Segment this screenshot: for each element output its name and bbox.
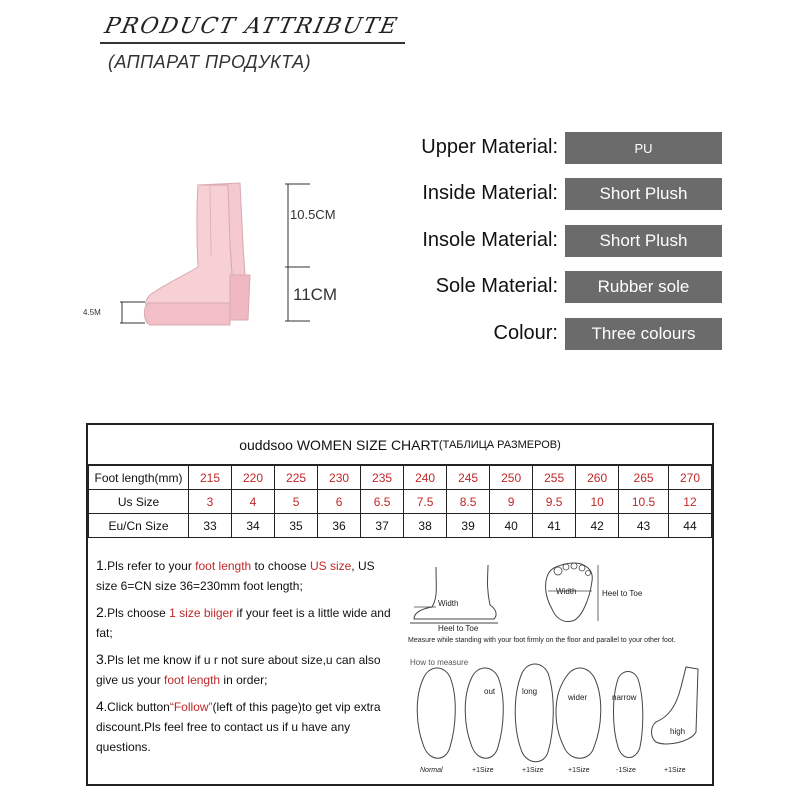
size-cell: 260 — [576, 466, 619, 490]
size-cell: 36 — [318, 514, 361, 538]
size-cell: 250 — [490, 466, 533, 490]
note-text: , US size 6=CN size 36=230mm foot length; — [96, 559, 375, 593]
note-text: if your feet is a little wide and fat; — [96, 606, 391, 640]
how-to-measure-label: How to measure — [410, 658, 469, 667]
size-cell: 3 — [189, 490, 232, 514]
size-cell: 255 — [533, 466, 576, 490]
size-chart — [86, 423, 714, 786]
size-cell: 6.5 — [361, 490, 404, 514]
size-cell: 37 — [361, 514, 404, 538]
caption-high: +1Size — [664, 767, 686, 774]
note-2 — [96, 602, 396, 643]
note-number: 2 — [96, 604, 104, 620]
size-cell: 270 — [668, 466, 711, 490]
note-highlight: 1 size biiger — [169, 606, 234, 620]
attr-row-colour — [330, 318, 730, 352]
attr-label: Colour: — [493, 322, 558, 344]
shaft-height-label: 10.5CM — [290, 207, 336, 222]
width-label-top: Width — [556, 587, 577, 596]
size-cell: 8.5 — [447, 490, 490, 514]
size-cell: 35 — [275, 514, 318, 538]
size-cell: 44 — [668, 514, 711, 538]
note-text: .Pls let me know if u r not sure about size,u can also give us your — [96, 653, 381, 687]
caption-wider: +1Size — [568, 767, 590, 774]
attr-label: Inside Material: — [422, 182, 558, 204]
note-highlight: foot length — [195, 559, 252, 573]
size-cell: 43 — [619, 514, 669, 538]
note-3 — [96, 649, 396, 690]
note-text: .Pls refer to your — [103, 559, 196, 573]
note-highlight: “Follow” — [169, 700, 213, 714]
header-underline — [100, 42, 405, 44]
high-label: high — [670, 727, 686, 736]
caption-normal: Normal — [420, 767, 443, 774]
header-subtitle: (АППАРАТ ПРОДУКТА) — [108, 52, 312, 72]
size-cell: 33 — [189, 514, 232, 538]
note-highlight: US size — [309, 559, 352, 573]
attr-label: Insole Material: — [422, 229, 558, 251]
size-notes — [96, 555, 396, 763]
attr-value: Short Plush — [565, 178, 722, 210]
size-row-header: Eu/Cn Size — [89, 514, 189, 538]
attr-row-upper — [330, 132, 730, 166]
size-row-us — [89, 490, 712, 514]
header-title: PRODUCT ATTRIBUTE — [102, 14, 401, 39]
note-text: (left of this page)to get vip extra discount.Pls feel free to contact us if u have any questions. — [96, 700, 381, 754]
size-cell: 235 — [361, 466, 404, 490]
note-text: to choose — [251, 559, 310, 573]
size-row-header: Us Size — [89, 490, 189, 514]
size-cell: 6 — [318, 490, 361, 514]
attr-row-inside — [330, 178, 730, 212]
size-row-header: Foot length(mm) — [89, 466, 189, 490]
note-text: in order; — [220, 673, 268, 687]
caption-out: +1Size — [472, 767, 494, 774]
heel-to-toe-label-top: Heel to Toe — [602, 589, 643, 598]
size-cell: 265 — [619, 466, 669, 490]
measure-instruction: Measure while standing with your foot firmly on the floor and parallel to your other foot. — [408, 637, 676, 644]
wider-label: wider — [568, 693, 588, 702]
size-row-foot-length — [89, 466, 712, 490]
narrow-label: narrow — [612, 693, 637, 702]
caption-narrow: -1Size — [616, 767, 636, 774]
size-cell: 12 — [668, 490, 711, 514]
heel-height-label: 11CM — [293, 285, 338, 304]
size-cell: 34 — [232, 514, 275, 538]
size-cell: 10.5 — [619, 490, 669, 514]
size-cell: 41 — [533, 514, 576, 538]
attr-value: Short Plush — [565, 225, 722, 257]
size-cell: 230 — [318, 466, 361, 490]
platform-height-label: 4.5M — [83, 308, 101, 317]
size-cell: 10 — [576, 490, 619, 514]
width-label: Width — [438, 599, 459, 608]
attr-value: PU — [565, 132, 722, 164]
size-cell: 39 — [447, 514, 490, 538]
attr-label: Upper Material: — [421, 136, 558, 158]
attr-value: Rubber sole — [565, 271, 722, 303]
out-label: out — [484, 687, 496, 696]
caption-long: +1Size — [522, 767, 544, 774]
size-table — [88, 465, 712, 538]
size-cell: 215 — [189, 466, 232, 490]
size-cell: 42 — [576, 514, 619, 538]
size-row-eu-cn — [89, 514, 712, 538]
size-cell: 40 — [490, 514, 533, 538]
note-highlight: foot length — [164, 673, 221, 687]
size-chart-title-text: ouddsoo WOMEN SIZE CHART — [239, 436, 439, 453]
size-chart-title — [88, 425, 712, 465]
note-text: .Click button — [103, 700, 170, 714]
size-cell: 7.5 — [404, 490, 447, 514]
size-chart-title-suffix: (ТАБЛИЦА РАЗМЕРОВ) — [438, 438, 561, 451]
attr-row-insole — [330, 225, 730, 259]
note-4 — [96, 696, 396, 757]
note-text: .Pls choose — [103, 606, 170, 620]
attr-label: Sole Material: — [435, 275, 558, 297]
heel-to-toe-label: Heel to Toe — [438, 624, 479, 633]
size-cell: 245 — [447, 466, 490, 490]
measure-guide — [406, 557, 706, 782]
size-cell: 240 — [404, 466, 447, 490]
size-cell: 225 — [275, 466, 318, 490]
size-cell: 9.5 — [533, 490, 576, 514]
size-cell: 4 — [232, 490, 275, 514]
note-number: 1 — [96, 557, 104, 573]
attr-value: Three colours — [565, 318, 722, 350]
size-cell: 5 — [275, 490, 318, 514]
size-cell: 9 — [490, 490, 533, 514]
long-label: long — [522, 687, 538, 696]
note-1 — [96, 555, 396, 596]
size-cell: 38 — [404, 514, 447, 538]
attr-row-sole — [330, 271, 730, 305]
note-number: 3 — [96, 651, 104, 667]
note-number: 4 — [96, 698, 104, 714]
size-cell: 220 — [232, 466, 275, 490]
